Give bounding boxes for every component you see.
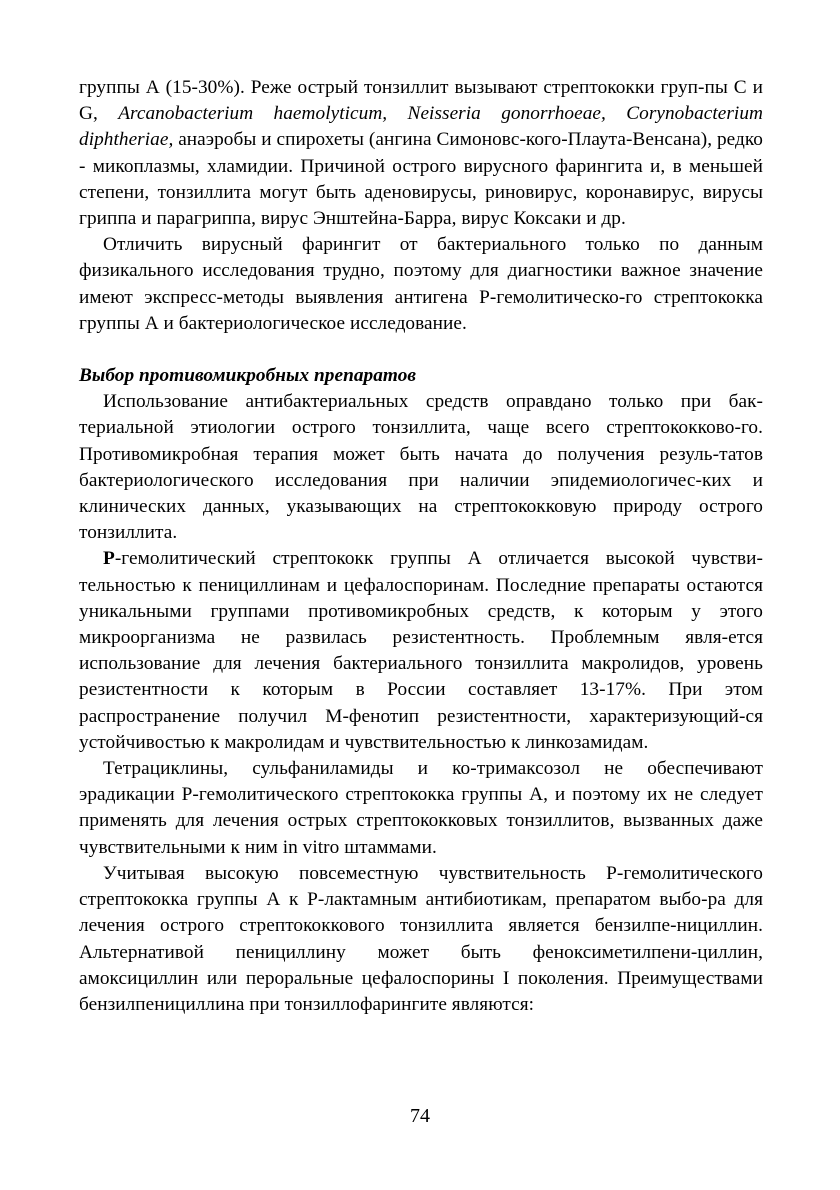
paragraph-drug-of-choice: Учитывая высокую повсеместную чувствительность Р-гемолитического стрептококка группы А к Р-лактамным антибиотикам, препаратом выбо-ра для лечения острого стрептококкового тонзиллита является бензилпе-нициллин. Альтернативой пенициллину может быть феноксиметилпени-циллин, амоксициллин или пероральные цефалоспорины I поколения. Преимуществами бензилпенициллина при тонзиллофарингите являются: [79, 862, 763, 1015]
paragraph-etiology-text-a: группы А (15-30%). Реже острый тонзиллит вызывают стрептококки груп-пы С и G, [79, 77, 763, 125]
paragraph-etiology [79, 75, 763, 232]
page-number: 74 [410, 1105, 430, 1127]
section-gap [79, 337, 763, 363]
paragraph-sensitivity-text: -гемолитический стрептококк группы А отличается высокой чувстви-тельностью к пенициллинам и цефалоспоринам. Последние препараты остаются уникальными группами противомикробных средств, к которым у этого микроорганизма не развилась резистентность. Проблемным явля-ется использование для лечения бактериального тонзиллита макролидов, уровень резистентности к которым в России составляет 13-17%. При этом распространение получил М-фенотип резистентности, характеризующий-ся устойчивостью к макролидам и чувствительностью к линкозамидам. [79, 548, 763, 753]
section-heading: Выбор противомикробных препаратов [79, 365, 417, 387]
paragraph-antibacterial-use: Использование антибактериальных средств оправдано только при бак-териальной этиологии острого тонзиллита, чаще всего стрептококково-го. Противомикробная терапия может быть начата до получения резуль-татов бактериологического исследования при наличии эпидемиологичес-ких и клинических данных, указывающих на стрептококковую природу острого тонзиллита. [79, 391, 763, 544]
paragraph-diagnostics: Отличить вирусный фарингит от бактериального только по данным физикального исследования трудно, поэтому для диагностики важное значение имеют экспресс-методы выявления антигена Р-гемолитическо-го стрептококка группы А и бактериологическое исследование. [79, 234, 763, 334]
paragraph-tetracyclines: Тетрациклины, сульфаниламиды и ко-тримаксозол не обеспечивают эрадикации Р-гемолитического стрептококка группы А, и поэтому их не следует применять для лечения острых стрептококковых тонзиллитов, вызванных даже чувствительными к ним in vitro штаммами. [79, 758, 763, 858]
paragraph-sensitivity [79, 546, 763, 756]
pathogen-list-italic: Arcanobacterium haemolyticum, Neisseria gonorrhoeae, Corynobacterium diphtheriae, [79, 103, 764, 151]
page-body [79, 75, 763, 1018]
paragraph-sensitivity-lead: Р [103, 548, 115, 570]
paragraph-etiology-text-b: анаэробы и спирохеты (ангина Симоновс-кого-Плаута-Венсана), редко - микоплазмы, хламидии. Причиной острого вирусного фарингита и, в меньшей степени, тонзиллита могут быть аденовирусы, риновирус, коронавирус, вирусы гриппа и парагриппа, вирус Энштейна-Барра, вирус Коксаки и др. [79, 129, 763, 230]
